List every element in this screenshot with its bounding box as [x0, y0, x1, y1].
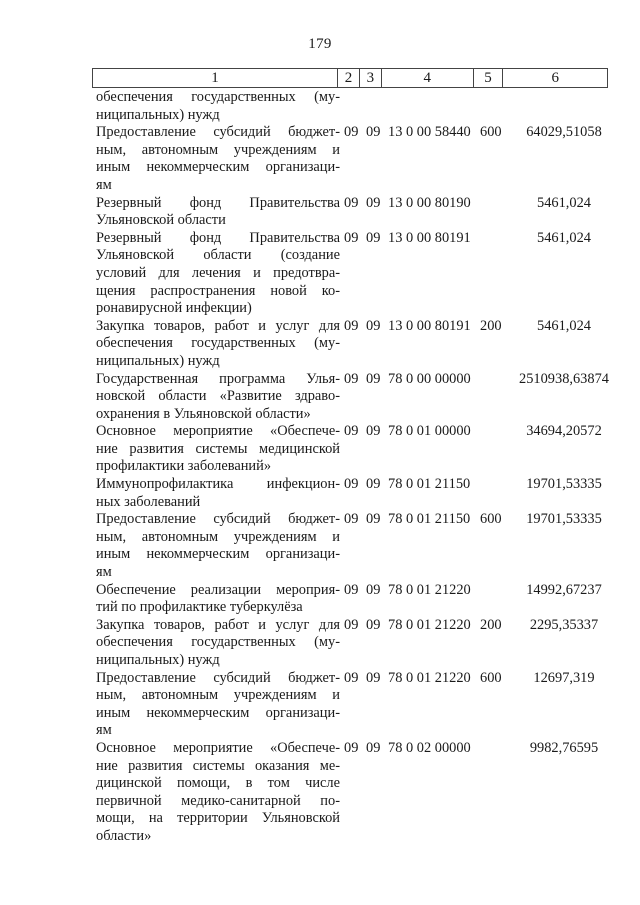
amount [512, 89, 616, 124]
table-row [96, 511, 616, 581]
header-col-2: 2 [338, 69, 360, 87]
section-code: 09 [344, 476, 359, 493]
description-line: Обеспечение реализации мероприя- [96, 581, 340, 598]
description-line: иным некоммерческим организаци- [96, 704, 340, 721]
target-article-code: 78 0 00 00000 [388, 370, 471, 387]
expense-type-code: 600 [480, 124, 502, 141]
description-line: ям [96, 564, 112, 581]
section-code: 09 [344, 511, 359, 528]
description-line: Резервный фонд Правительства [96, 194, 340, 211]
amount: 64029,51058 [526, 124, 602, 141]
table-row [96, 124, 616, 194]
table-row [96, 318, 616, 371]
row-description [96, 617, 340, 670]
table-row [96, 670, 616, 740]
description-line: обеспечения государственных (му- [96, 335, 340, 352]
section-code: 09 [344, 317, 359, 334]
table-row [96, 371, 616, 424]
description-line: ниципальных) нужд [96, 352, 220, 369]
description-line: ным, автономным учреждениям и [96, 141, 340, 158]
description-line: условий для лечения и предотвра- [96, 264, 340, 281]
description-line: Иммунопрофилактика инфекцион- [96, 476, 340, 493]
target-article-code: 13 0 00 80191 [388, 317, 471, 334]
subsection-code: 09 [366, 581, 381, 598]
description-line: ям [96, 176, 112, 193]
row-description [96, 670, 340, 740]
target-article-code [388, 89, 480, 124]
row-description [96, 195, 340, 230]
amount: 2295,35337 [529, 616, 599, 633]
row-description [96, 511, 340, 581]
description-line: профилактики заболеваний» [96, 458, 272, 475]
table-row [96, 89, 616, 124]
subsection-code: 09 [366, 229, 381, 246]
description-line: Ульяновской области (создание [96, 247, 340, 264]
section-code: 09 [344, 669, 359, 686]
target-article-code: 78 0 01 00000 [388, 423, 471, 440]
target-article-code: 78 0 01 21150 [388, 476, 471, 493]
description-line: Предоставление субсидий бюджет- [96, 511, 340, 528]
description-line: охранения в Ульяновской области» [96, 405, 311, 422]
description-line: Резервный фонд Правительства [96, 229, 340, 246]
amount: 34694,20572 [526, 423, 602, 440]
subsection-code: 09 [366, 476, 381, 493]
header-col-6: 6 [551, 70, 559, 86]
description-line: области» [96, 827, 152, 844]
table-row [96, 476, 616, 511]
target-article-code: 13 0 00 58440 [388, 124, 471, 141]
amount: 14992,67237 [526, 581, 602, 598]
table-row [96, 582, 616, 617]
description-line: Предоставление субсидий бюджет- [96, 669, 340, 686]
subsection-code: 09 [366, 124, 381, 141]
expense-type-code: 600 [480, 669, 502, 686]
description-line: ным, автономным учреждениям и [96, 528, 340, 545]
section-code: 09 [344, 194, 359, 211]
row-description [96, 476, 340, 511]
expense-type-code: 600 [480, 511, 502, 528]
table-row [96, 195, 616, 230]
description-line: ям [96, 722, 112, 739]
expense-type-code [480, 740, 512, 846]
subsection-code: 09 [366, 423, 381, 440]
header-col-3: 3 [360, 69, 382, 87]
target-article-code: 13 0 00 80191 [388, 229, 471, 246]
description-line: ронавирусной инфекции) [96, 300, 252, 317]
subsection-code: 09 [366, 669, 381, 686]
row-description [96, 371, 340, 424]
subsection-code: 09 [366, 616, 381, 633]
row-description [96, 230, 340, 318]
section-code: 09 [344, 370, 359, 387]
amount: 5461,024 [537, 229, 591, 246]
table-row [96, 740, 616, 846]
description-line: ным, автономным учреждениям и [96, 687, 340, 704]
page-number: 179 [308, 36, 332, 52]
expense-type-code [480, 371, 512, 424]
target-article-code: 78 0 01 21220 [388, 616, 471, 633]
description-line: обеспечения государственных (му- [96, 89, 340, 105]
section-code [344, 89, 366, 124]
description-line: обеспечения государственных (му- [96, 634, 340, 651]
header-col-1: 1 [93, 69, 338, 87]
description-line: Государственная программа Улья- [96, 370, 340, 387]
expense-type-code: 200 [480, 317, 502, 334]
description-line: новской области «Развитие здраво- [96, 388, 340, 405]
expense-type-code [480, 89, 512, 124]
row-description [96, 89, 340, 124]
target-article-code: 78 0 01 21220 [388, 581, 471, 598]
description-line: иным некоммерческим организаци- [96, 159, 340, 176]
row-description [96, 582, 340, 617]
expense-type-code [480, 195, 512, 230]
target-article-code: 78 0 01 21220 [388, 669, 471, 686]
target-article-code: 78 0 02 00000 [388, 739, 471, 756]
description-line: Основное мероприятие «Обеспече- [96, 423, 340, 440]
description-line: тий по профилактике туберкулёза [96, 599, 303, 616]
description-line: ных заболеваний [96, 493, 201, 510]
description-line: Основное мероприятие «Обеспече- [96, 739, 340, 756]
header-col-5: 5 [474, 69, 504, 87]
subsection-code: 09 [366, 317, 381, 334]
row-description [96, 318, 340, 371]
amount: 19701,53335 [526, 476, 602, 493]
amount: 5461,024 [537, 194, 591, 211]
description-line: щения распространения новой ко- [96, 282, 340, 299]
description-line: Ульяновской области [96, 212, 226, 229]
row-description [96, 423, 340, 476]
description-line: Предоставление субсидий бюджет- [96, 124, 340, 141]
table-row [96, 617, 616, 670]
target-article-code: 78 0 01 21150 [388, 511, 471, 528]
amount: 19701,53335 [526, 511, 602, 528]
budget-table-body [96, 89, 616, 846]
section-code: 09 [344, 616, 359, 633]
table-header-row [92, 68, 608, 88]
description-line: иным некоммерческим организаци- [96, 546, 340, 563]
amount: 12697,319 [533, 669, 595, 686]
section-code: 09 [344, 124, 359, 141]
target-article-code: 13 0 00 80190 [388, 194, 471, 211]
section-code: 09 [344, 229, 359, 246]
description-line: ниципальных) нужд [96, 652, 220, 668]
description-line: мощи, на территории Ульяновской [96, 810, 340, 827]
expense-type-code: 200 [480, 616, 502, 633]
section-code: 09 [344, 739, 359, 756]
row-description [96, 740, 340, 846]
expense-type-code [480, 230, 512, 318]
description-line: первичной медико-санитарной по- [96, 792, 340, 809]
section-code: 09 [344, 423, 359, 440]
header-col-4: 4 [382, 69, 474, 87]
description-line: ние развития системы оказания ме- [96, 757, 340, 774]
subsection-code: 09 [366, 511, 381, 528]
row-description [96, 124, 340, 194]
amount: 9982,76595 [529, 739, 599, 756]
amount: 2510938,63874 [519, 370, 609, 387]
table-row [96, 230, 616, 318]
description-line: дицинской помощи, в том числе [96, 775, 340, 792]
description-line: ние развития системы медицинской [96, 440, 340, 457]
expense-type-code [480, 476, 512, 511]
expense-type-code [480, 582, 512, 617]
subsection-code: 09 [366, 370, 381, 387]
amount: 5461,024 [537, 317, 591, 334]
subsection-code [366, 89, 388, 124]
description-line: ниципальных) нужд [96, 106, 220, 123]
description-line: Закупка товаров, работ и услуг для [96, 616, 340, 633]
description-line: Закупка товаров, работ и услуг для [96, 317, 340, 334]
table-row [96, 423, 616, 476]
section-code: 09 [344, 581, 359, 598]
subsection-code: 09 [366, 739, 381, 756]
expense-type-code [480, 423, 512, 476]
subsection-code: 09 [366, 194, 381, 211]
